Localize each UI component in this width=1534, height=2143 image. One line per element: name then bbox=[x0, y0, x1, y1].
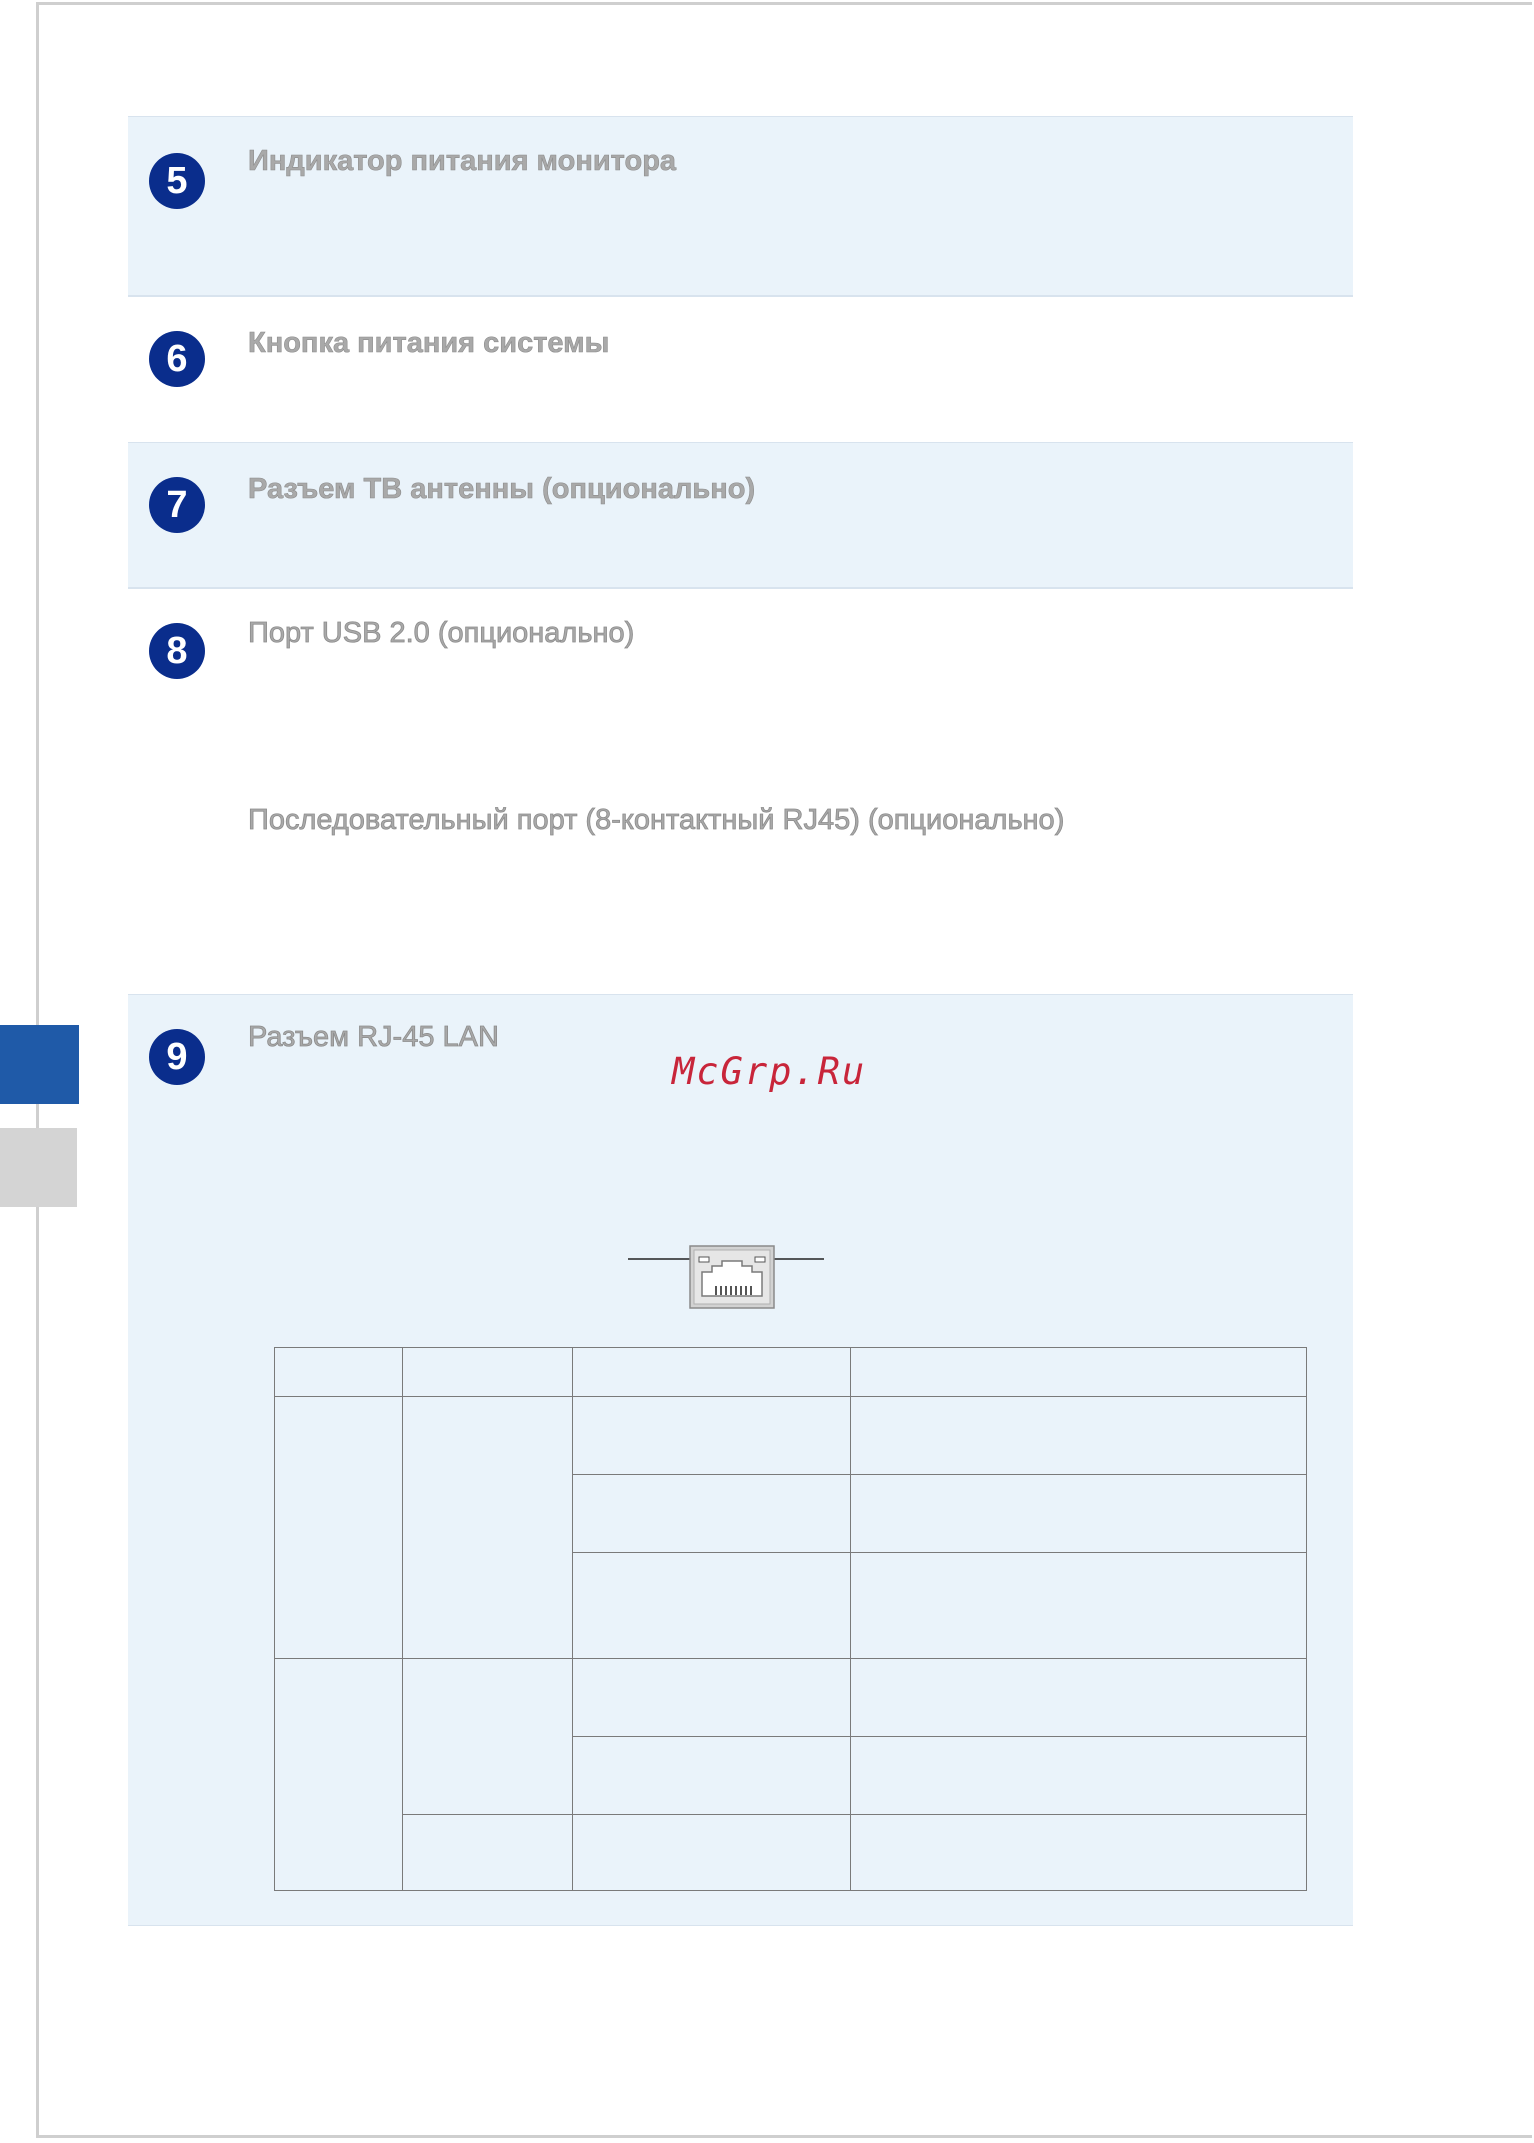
chapter-tab-active bbox=[0, 1025, 79, 1104]
rj45-port-icon bbox=[628, 1244, 824, 1312]
number-badge-8: 8 bbox=[149, 623, 205, 679]
table-cell bbox=[573, 1815, 851, 1891]
section-6-title: Кнопка питания системы bbox=[248, 327, 610, 359]
table-row bbox=[275, 1815, 1307, 1891]
number-badge-9: 9 bbox=[149, 1029, 205, 1085]
table-cell bbox=[403, 1659, 573, 1815]
table-cell bbox=[403, 1348, 573, 1397]
table-cell bbox=[851, 1397, 1307, 1475]
table-cell bbox=[573, 1553, 851, 1659]
table-cell bbox=[573, 1737, 851, 1815]
led-status-table bbox=[274, 1347, 1307, 1891]
section-8-title: Порт USB 2.0 (опционально) bbox=[248, 617, 635, 649]
table-cell bbox=[275, 1397, 403, 1659]
number-badge-7: 7 bbox=[149, 477, 205, 533]
table-cell bbox=[275, 1348, 403, 1397]
table-header-row bbox=[275, 1348, 1307, 1397]
table-cell bbox=[851, 1553, 1307, 1659]
serial-port-title: Последовательный порт (8-контактный RJ45) (опционально) bbox=[248, 804, 1065, 836]
number-badge-6: 6 bbox=[149, 331, 205, 387]
table-cell bbox=[573, 1475, 851, 1553]
table-row bbox=[275, 1397, 1307, 1475]
table-cell bbox=[851, 1737, 1307, 1815]
table-cell bbox=[573, 1397, 851, 1475]
number-badge-5: 5 bbox=[149, 153, 205, 209]
section-8 bbox=[128, 588, 1353, 994]
table-cell bbox=[403, 1397, 573, 1659]
table-cell bbox=[403, 1815, 573, 1891]
watermark: McGrp.Ru bbox=[672, 1050, 867, 1093]
section-5 bbox=[128, 116, 1353, 296]
chapter-tab-inactive bbox=[0, 1128, 77, 1207]
table-cell bbox=[851, 1348, 1307, 1397]
table-cell bbox=[573, 1659, 851, 1737]
section-9-title: Разъем RJ-45 LAN bbox=[248, 1021, 499, 1053]
section-5-title: Индикатор питания монитора bbox=[248, 145, 677, 177]
section-6 bbox=[128, 296, 1353, 442]
table-cell bbox=[573, 1348, 851, 1397]
table-cell bbox=[851, 1815, 1307, 1891]
table-row bbox=[275, 1659, 1307, 1737]
table-cell bbox=[275, 1659, 403, 1891]
table-cell bbox=[851, 1475, 1307, 1553]
section-7 bbox=[128, 442, 1353, 588]
table-cell bbox=[851, 1659, 1307, 1737]
section-7-title: Разъем ТВ антенны (опционально) bbox=[248, 473, 756, 505]
